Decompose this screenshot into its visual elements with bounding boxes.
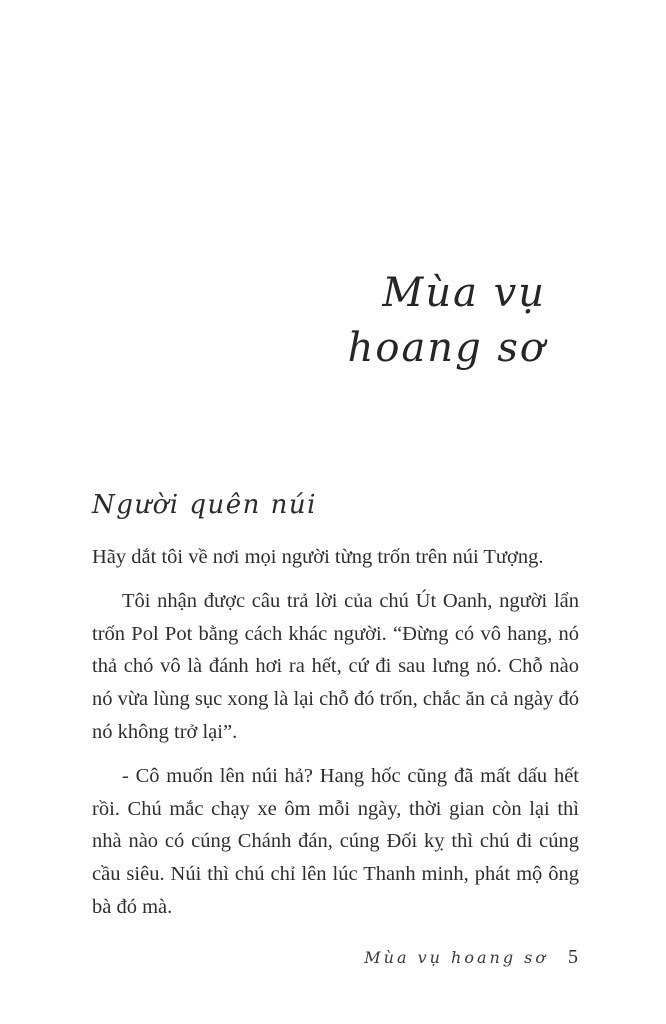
paragraph: - Cô muốn lên núi hả? Hang hốc cũng đã mất dấu hết rồi. Chú mắc chạy xe ôm mỗi ngày, thời gian còn lại thì nhà nào có cúng Chánh đán, cúng Đối kỵ thì chú đi cúng cầu siêu. Núi thì chú chỉ lên lúc Thanh minh, phát mộ ông bà đó mà.: [92, 764, 579, 918]
body-text: [92, 541, 579, 935]
book-title-line-2: hoang sơ: [347, 325, 546, 372]
paragraph: Hãy dắt tôi về nơi mọi người từng trốn trên núi Tượng.: [92, 546, 544, 568]
paragraph: Tôi nhận được câu trả lời của chú Út Oanh, người lẩn trốn Pol Pot bằng cách khác người. “Đừng có vô hang, nó thả chó vô là đánh hơi ra hết, cứ đi sau lưng nó. Chỗ nào nó vừa lùng sục xong là lại chỗ đó trốn, chắc ăn cả ngày đó nó không trở lại”.: [92, 589, 579, 743]
page-footer: [364, 946, 578, 969]
chapter-heading: Người quên núi: [92, 490, 317, 520]
page-number: 5: [568, 946, 578, 968]
book-title: [0, 266, 546, 376]
running-title: Mùa vụ hoang sơ: [364, 948, 548, 967]
book-title-line-1: Mùa vụ: [382, 270, 546, 316]
